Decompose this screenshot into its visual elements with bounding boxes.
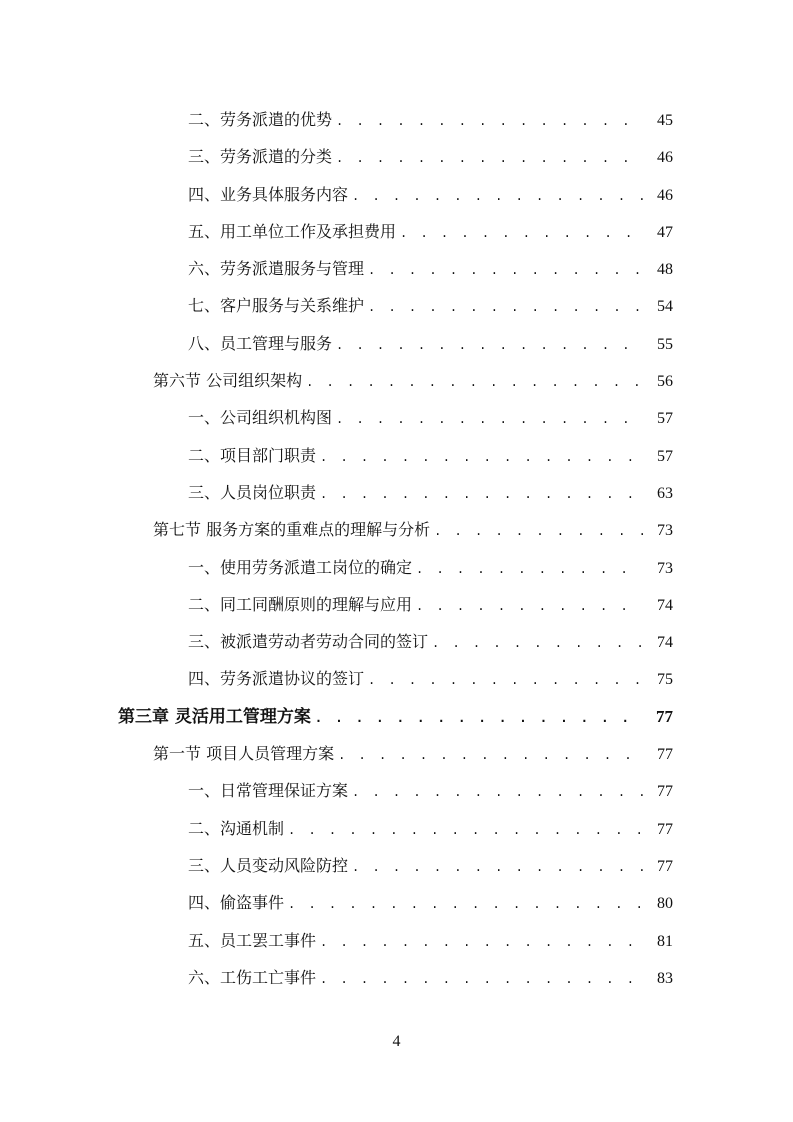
toc-entry[interactable] (0, 176, 793, 213)
toc-entry-title: 四、业务具体服务内容 (188, 184, 349, 204)
toc-entry-page: 77 (657, 857, 673, 875)
toc-entry-page: 45 (657, 112, 673, 129)
toc-entry-page: 80 (657, 895, 673, 913)
toc-entry[interactable] (0, 287, 793, 324)
toc-entry-title: 六、工伤工亡事件 (188, 967, 317, 987)
toc-entry-page: 47 (657, 223, 673, 241)
dot-leader (368, 662, 643, 699)
toc-entry-page: 57 (657, 410, 673, 428)
toc-entry-title: 一、日常管理保证方案 (188, 781, 349, 801)
toc-entry[interactable] (0, 437, 793, 474)
toc-entry-page: 55 (657, 335, 673, 353)
toc-entry[interactable] (0, 735, 793, 772)
toc-entry-page: 75 (657, 671, 673, 689)
dot-leader (352, 849, 643, 886)
toc-entry[interactable] (0, 101, 793, 138)
dot-leader (352, 178, 643, 215)
toc-entry-title: 二、项目部门职责 (188, 445, 317, 465)
toc-entry-page: 46 (657, 149, 673, 167)
toc-entry-title: 三、人员变动风险防控 (188, 855, 349, 875)
toc-entry[interactable] (0, 138, 793, 175)
toc-entry-title: 五、用工单位工作及承担费用 (188, 221, 397, 241)
toc-entry[interactable] (0, 325, 793, 362)
dot-leader (288, 812, 643, 849)
dot-leader (434, 513, 643, 550)
dot-leader (320, 439, 643, 476)
toc-entry[interactable] (0, 810, 793, 847)
toc-entry-title: 三、被派遣劳动者劳动合同的签订 (188, 632, 429, 652)
toc-entry[interactable] (0, 660, 793, 697)
toc-entry-page: 81 (657, 932, 673, 950)
toc-entry-page: 74 (657, 634, 673, 652)
toc-entry-title: 第一节 项目人员管理方案 (153, 744, 335, 764)
toc-entry-title: 二、同工同酬原则的理解与应用 (188, 594, 413, 614)
dot-leader (336, 327, 643, 364)
toc-entry[interactable] (0, 698, 793, 735)
toc-entry-title: 二、沟通机制 (188, 818, 285, 838)
toc-entry-title: 四、劳务派遣协议的签订 (188, 669, 365, 689)
toc-entry[interactable] (0, 772, 793, 809)
dot-leader (320, 476, 643, 513)
dot-leader (336, 140, 643, 177)
toc-entry-title: 三、劳务派遣的分类 (188, 147, 333, 167)
dot-leader (368, 252, 643, 289)
toc-entry-page: 54 (657, 298, 673, 316)
toc-entry[interactable] (0, 884, 793, 921)
toc-entry-page: 77 (656, 706, 673, 726)
dot-leader (432, 625, 643, 662)
toc-entry-page: 56 (657, 373, 673, 391)
toc-entry-page: 73 (657, 559, 673, 577)
toc-entry-title: 四、偷盗事件 (188, 893, 285, 913)
dot-leader (416, 551, 643, 588)
toc-entry-page: 63 (657, 484, 673, 502)
toc-entry[interactable] (0, 586, 793, 623)
dot-leader (368, 289, 643, 326)
toc-entry[interactable] (0, 549, 793, 586)
toc-entry-title: 二、劳务派遣的优势 (188, 110, 333, 129)
toc-entry-page: 77 (657, 820, 673, 838)
toc-entry[interactable] (0, 959, 793, 996)
toc-entry[interactable] (0, 250, 793, 287)
toc-entry-title: 一、公司组织机构图 (188, 408, 333, 428)
dot-leader (288, 886, 643, 923)
toc-entry-title: 五、员工罢工事件 (188, 930, 317, 950)
dot-leader (400, 215, 643, 252)
dot-leader (320, 924, 643, 961)
toc-entry-title: 第三章 灵活用工管理方案 (118, 706, 311, 727)
toc-entry-title: 第六节 公司组织架构 (153, 371, 303, 391)
toc-entry-title: 一、使用劳务派遣工岗位的确定 (188, 557, 413, 577)
toc-entry-page: 57 (657, 447, 673, 465)
dot-leader (306, 364, 643, 401)
toc-entry-page: 46 (657, 186, 673, 204)
toc-entry[interactable] (0, 399, 793, 436)
dot-leader (416, 588, 643, 625)
toc-entry[interactable] (0, 922, 793, 959)
toc-entry-title: 八、员工管理与服务 (188, 333, 333, 353)
dot-leader (315, 700, 643, 737)
toc-entry-page: 77 (657, 783, 673, 801)
dot-leader (352, 774, 643, 811)
toc-entry-title: 三、人员岗位职责 (188, 482, 317, 502)
table-of-contents (0, 101, 793, 996)
toc-entry[interactable] (0, 474, 793, 511)
toc-entry-title: 第七节 服务方案的重难点的理解与分析 (153, 520, 431, 540)
dot-leader (336, 401, 643, 438)
toc-entry[interactable] (0, 623, 793, 660)
toc-entry-page: 74 (657, 596, 673, 614)
toc-entry-page: 48 (657, 261, 673, 279)
toc-entry-title: 六、劳务派遣服务与管理 (188, 259, 365, 279)
toc-entry-title: 七、客户服务与关系维护 (188, 296, 365, 316)
toc-entry[interactable] (0, 362, 793, 399)
toc-entry[interactable] (0, 213, 793, 250)
toc-entry-page: 73 (657, 522, 673, 540)
toc-entry[interactable] (0, 511, 793, 548)
toc-entry-page: 77 (657, 746, 673, 764)
toc-entry-page: 83 (657, 969, 673, 987)
page-number: 4 (392, 1033, 401, 1050)
dot-leader (320, 961, 643, 998)
dot-leader (336, 103, 643, 140)
toc-entry[interactable] (0, 847, 793, 884)
dot-leader (338, 737, 643, 774)
